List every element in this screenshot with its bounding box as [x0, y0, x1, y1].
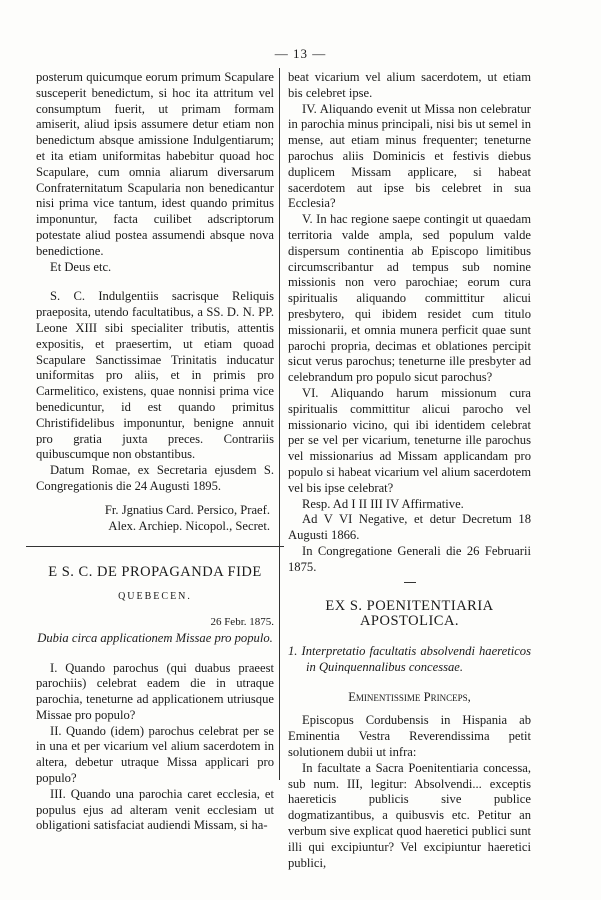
subheading: QUEBECEN.	[118, 591, 192, 603]
response: Ad V VI Negative, et detur Decretum 18 Augusti 1866.	[288, 512, 531, 543]
response: In Congregatione Generali die 26 Februarii 1875.	[288, 543, 531, 574]
paragraph: S. C. Indulgentiis sacrisque Reliquis praeposita, utendo facultatibus, a SS. D. N. PP. Leone XIII sibi specialiter tributis, attentis expositis, et praesertim, ut etiam quoad Scapulare Sanctissimae Trinitatis inducatur uniformitas pro aliis, et in primis pro Carmelitico, existens, quae nonnisi prima vice benedicuntur, id est quando primitus Christifidelibus imponuntur, benigne annuit pro gratia juxta preces. Contrariis quibuscumque non obstantibus.	[36, 289, 274, 462]
left-column	[36, 70, 274, 834]
question: I. Quando parochus (qui duabus praeest parochiis) celebrat eadem die in utraque parochia, teneturne ad applicationem utriusque Missae pro populo?	[36, 660, 274, 722]
short-divider	[404, 582, 416, 583]
paragraph: posterum quicumque eorum primum Scapulare susceperit benedictum, si hoc ita attritum vel consumptum fuerit, ut primam formam amiserit, aliud ipsis assumere detur etiam non benedictum absque amissione Indulgentiarum; et ita etiam uniformitas habebitur quoad hoc Scapulare, cum omnia aliarum diversarum Confraternitatum Scapularia non benedicantur nisi prima vice tantum, idest quando primitus imponuntur, facta cuilibet adscriptorum potestate aliud postea assumendi absque nova benedictione.	[36, 70, 274, 258]
item-title: 1. Interpretatio facultatis absolvendi haereticos in Quinquennalibus concessae.	[288, 644, 531, 674]
question: V. In hac regione saepe contingit ut quaedam territoria valde ampla, sed populum valde dispersum continentia ab Episcopo limitibus circumscribantur ad tempus sub nomine missionis non vero parochiae; eorum cura spiritualis aliquando committitur alicui presbytero, qui ibidem residet cum titulo missionarii, et omnia munera perficit quae sunt parochi propria, decimas et oblationes percipit sicut verus parochus; teneturne ille presbyter ad celebrandum pro populo sicut parochus?	[288, 212, 531, 385]
date: 26 Febr. 1875.	[210, 615, 274, 628]
document-title: Dubia circa applicationem Missae pro populo.	[37, 630, 273, 645]
question: VI. Aliquando harum missionum cura spiritualis committitur alicui parocho vel missionario vicino, qui ibi identidem celebrat per se vel per vicarium, teneturne ille parochus vel missionarius ad Missam applicandam pro populo si habeat vicarium vel alium sacerdotem vel bis ipse celebrat?	[288, 385, 531, 495]
paragraph: beat vicarium vel alium sacerdotem, ut etiam bis celebret ipse.	[288, 70, 531, 100]
paragraph: Datum Romae, ex Secretaria ejusdem S. Congregationis die 24 Augusti 1895.	[36, 463, 274, 493]
signature-line: Alex. Archiep. Nicopol., Secret.	[108, 518, 270, 533]
closing-formula: Et Deus etc.	[50, 259, 112, 274]
response: Resp. Ad I II III IV Affirmative.	[302, 496, 464, 511]
section-heading: E S. C. DE PROPAGANDA FIDE	[48, 564, 262, 581]
question: IV. Aliquando evenit ut Missa non celebratur in parochia minus principali, nisi bis ut semel in mense, aut etiam minus frequenter; teneturne parochus aliis Dominicis et festivis diebus duplicem Missam applicare, si habeat sacerdotem aut ipse bis celebret in sua Ecclesia?	[288, 101, 531, 211]
question: III. Quando una parochia caret ecclesia, et populus ejus ad alteram venit ecclesiam ut obligationi satisfaciat audiendi Missam, si ha-	[36, 786, 274, 833]
paragraph: In facultate a Sacra Poenitentiaria concessa, sub num. III, legitur: Absolvendi... exceptis haereticis publicis sive publice dogmatizantibus, a quibusvis etc. Petitur an verbum sive explicat quod haeretici publici sunt illi qui excipiuntur? Vel excipiuntur haeretici publici,	[288, 760, 531, 870]
section-heading: EX S. POENITENTIARIA APOSTOLICA.	[325, 597, 494, 630]
question: II. Quando (idem) parochus celebrat per se in una et per vicarium vel alium sacerdotem in altera, debetur utraque Missa applicari pro populo?	[36, 723, 274, 786]
signature-line: Fr. Jgnatius Card. Persico, Praef.	[104, 502, 270, 517]
page-number: — 13 —	[274, 46, 327, 61]
right-column	[288, 70, 531, 871]
column-rule	[279, 68, 280, 780]
paragraph: Episcopus Cordubensis in Hispania ab Eminentia Vestra Reverendissima petit solutionem dubii ut infra:	[288, 713, 531, 760]
salutation: Eminentissime Princeps,	[348, 689, 471, 704]
